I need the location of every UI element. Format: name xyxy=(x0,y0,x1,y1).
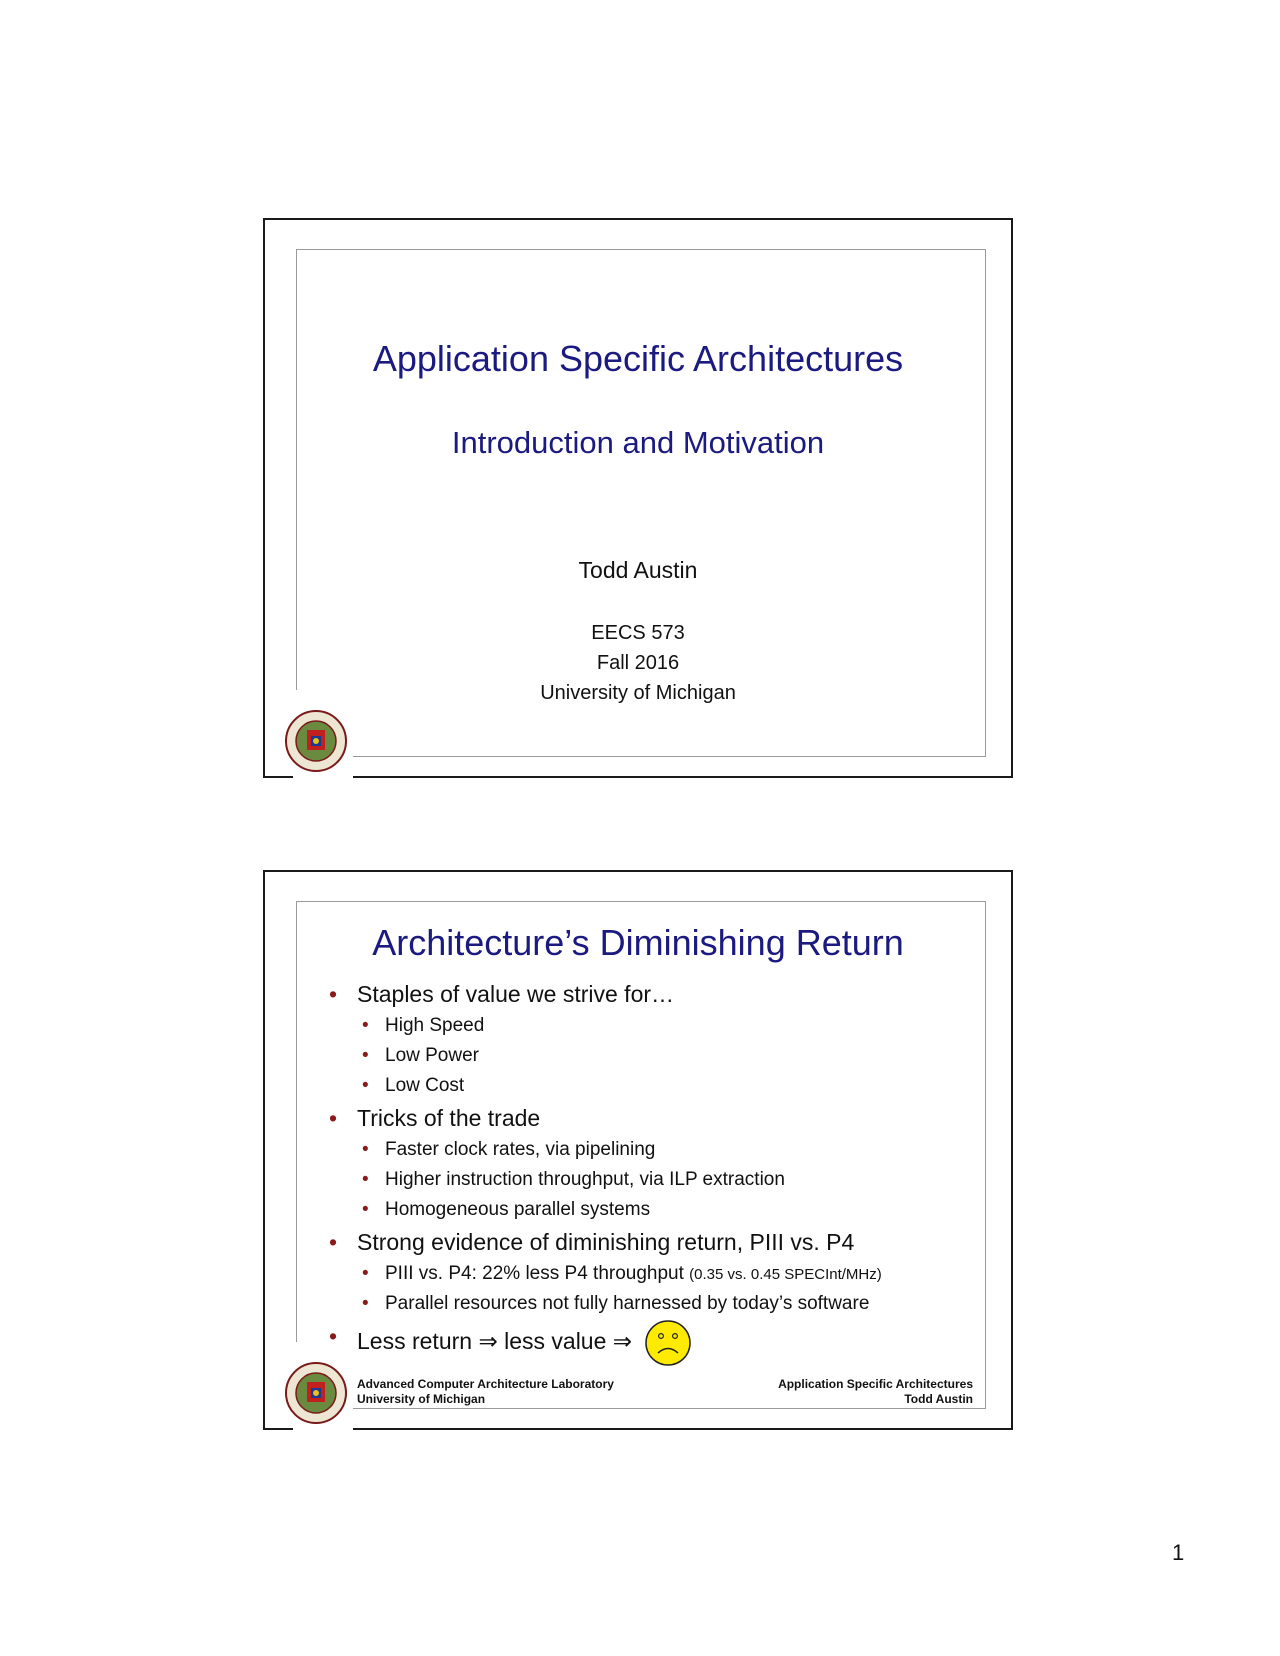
spec-note: (0.35 vs. 0.45 SPECInt/MHz) xyxy=(689,1266,882,1283)
bullet: • Staples of value we strive for… xyxy=(329,981,675,1007)
bullet: • Tricks of the trade xyxy=(329,1105,541,1131)
slide-1-subtitle: Introduction and Motivation xyxy=(451,425,825,460)
frown-face-icon xyxy=(644,1319,692,1367)
slide-1-frame xyxy=(296,249,986,757)
slide-2 xyxy=(263,870,1013,1430)
sub-bullet: • PIII vs. P4: 22% less P4 throughput (0.35 vs. 0.45 SPECInt/MHz) xyxy=(362,1263,882,1284)
bullet: • Less return ⇒ less value ⇒ xyxy=(329,1319,882,1353)
sub-bullet: • Parallel resources not fully harnessed by today’s software xyxy=(362,1293,870,1314)
university-seal-icon xyxy=(285,710,347,772)
sub-bullet: • High Speed xyxy=(362,1015,485,1036)
slide-1-course: EECS 573 xyxy=(591,622,685,644)
slide-1-author: Todd Austin xyxy=(578,557,698,583)
sub-bullet: • Higher instruction throughput, via ILP extraction xyxy=(362,1169,785,1190)
slide-2-bullet-list xyxy=(329,977,882,1353)
slide-2-footer-left: Advanced Computer Architecture Laboratory University of Michigan xyxy=(357,1377,614,1406)
slide-2-footer-right: Application Specific Architectures Todd Austin xyxy=(778,1377,973,1406)
bullet: • Strong evidence of diminishing return, PIII vs. P4 xyxy=(329,1229,855,1255)
university-seal-icon xyxy=(285,1362,347,1424)
slide-1 xyxy=(263,218,1013,778)
sub-bullet: • Low Cost xyxy=(362,1075,465,1096)
sub-bullet: • Low Power xyxy=(362,1045,479,1066)
page-number: 1 xyxy=(1172,1540,1185,1565)
slide-1-institution: University of Michigan xyxy=(540,682,736,704)
slide-1-term: Fall 2016 xyxy=(596,652,680,674)
slide-2-title: Architecture’s Diminishing Return xyxy=(372,922,904,963)
sub-bullet: • Homogeneous parallel systems xyxy=(362,1199,651,1220)
sub-bullet: • Faster clock rates, via pipelining xyxy=(362,1139,656,1160)
slide-1-title: Application Specific Architectures xyxy=(372,338,904,379)
